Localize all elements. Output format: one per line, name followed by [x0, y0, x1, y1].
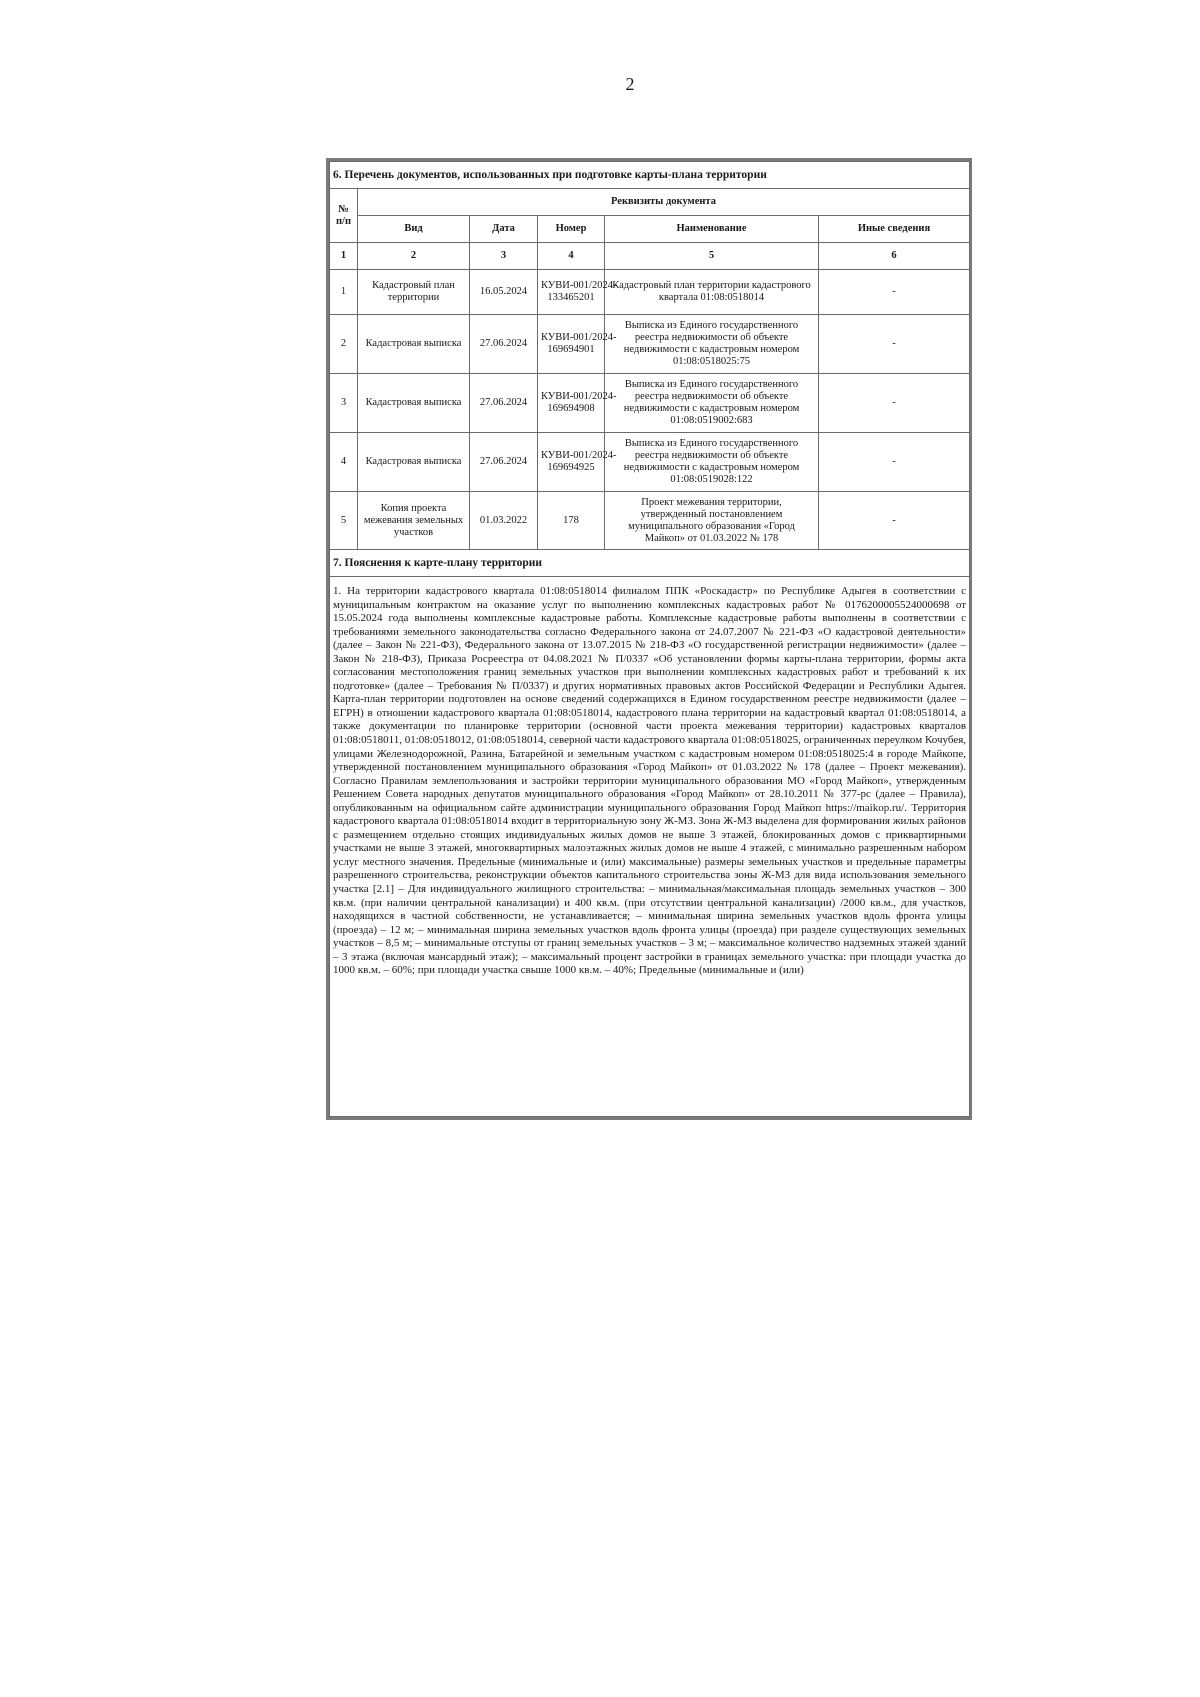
doc-number: КУВИ-001/2024-169694925 [538, 433, 605, 492]
col-header-name: Наименование [605, 216, 819, 243]
col-header-type: Вид [358, 216, 470, 243]
doc-type: Кадастровая выписка [358, 433, 470, 492]
column-index: 6 [819, 243, 970, 270]
doc-date: 27.06.2024 [470, 433, 538, 492]
row-number: 4 [330, 433, 358, 492]
doc-name: Выписка из Единого государственного реестра недвижимости об объекте недвижимости с кадастровым номером 01:08:0519028:122 [605, 433, 819, 492]
doc-other: - [819, 270, 970, 315]
doc-other: - [819, 492, 970, 550]
doc-date: 27.06.2024 [470, 315, 538, 374]
doc-name: Выписка из Единого государственного реестра недвижимости об объекте недвижимости с кадастровым номером 01:08:0519002:683 [605, 374, 819, 433]
table-row [330, 270, 970, 315]
table-row [330, 492, 970, 550]
col-header-other: Иные сведения [819, 216, 970, 243]
section-6-title: 6. Перечень документов, использованных при подготовке карты-плана территории [330, 162, 970, 189]
doc-number: КУВИ-001/2024-133465201 [538, 270, 605, 315]
table-row [330, 433, 970, 492]
row-number: 5 [330, 492, 358, 550]
doc-type: Кадастровая выписка [358, 315, 470, 374]
table-row [330, 374, 970, 433]
column-index-row [330, 243, 970, 270]
doc-name: Кадастровый план территории кадастрового квартала 01:08:0518014 [605, 270, 819, 315]
column-index: 4 [538, 243, 605, 270]
doc-number: КУВИ-001/2024-169694901 [538, 315, 605, 374]
col-header-num: № п/п [330, 189, 358, 243]
doc-date: 16.05.2024 [470, 270, 538, 315]
row-number: 1 [330, 270, 358, 315]
doc-other: - [819, 315, 970, 374]
row-number: 3 [330, 374, 358, 433]
row-number: 2 [330, 315, 358, 374]
doc-number: КУВИ-001/2024-169694908 [538, 374, 605, 433]
section-7-title: 7. Пояснения к карте-плану территории [330, 550, 970, 577]
col-header-group: Реквизиты документа [358, 189, 970, 216]
doc-other: - [819, 374, 970, 433]
doc-name: Выписка из Единого государственного реестра недвижимости об объекте недвижимости с кадастровым номером 01:08:0518025:75 [605, 315, 819, 374]
column-index: 3 [470, 243, 538, 270]
doc-other: - [819, 433, 970, 492]
col-header-date: Дата [470, 216, 538, 243]
doc-date: 01.03.2022 [470, 492, 538, 550]
column-index: 5 [605, 243, 819, 270]
column-index: 2 [358, 243, 470, 270]
col-header-number: Номер [538, 216, 605, 243]
column-index: 1 [330, 243, 358, 270]
section-7-text: 1. На территории кадастрового квартала 01:08:0518014 филиалом ППК «Роскадастр» по Республике Адыгея в соответствии с муниципальным контрактом на оказание услуг по выполнению комплексных кадастровых работ № 0176200005524000698 от 15.05.2024 года выполнены комплексные кадастровые работы. Комплексные кадастровые работы выполнены в соответствии с требованиями земельного законодательства согласно Федерального закона от 24.07.2007 № 221-ФЗ «О кадастровой деятельности» (далее – Закон № 221-ФЗ), Федерального закона от 13.07.2015 № 218-ФЗ «О государственной регистрации недвижимости» (далее – Закон № 218-ФЗ), Приказа Росреестра от 04.08.2021 № П/0337 «Об установлении формы карты-плана территории, формы акта согласования местоположения границ земельных участков при выполнении комплексных кадастровых работ и требований к их подготовке» (далее – Требования № П/0337) и других нормативных правовых актов Российской Федерации и Республики Адыгея. Карта-план территории подготовлен на основе сведений содержащихся в Едином государственном реестре недвижимости (далее – ЕГРН) в отношении кадастрового квартала 01:08:0518014, кадастрового плана территории на кадастровый квартал 01:08:0518014, а также документации по планировке территории (основной части проекта межевания территории) кадастровых кварталов 01:08:0518011, 01:08:0518012, 01:08:0518014, северной части кадастрового квартала 01:08:0518025, ограниченных переулком Кочубея, улицами Железнодорожной, Разина, Батарейной и земельным участком с кадастровым номером 01:08:0518025:4 в городе Майкопе, утвержденной постановлением муниципального образования «Город Майкоп» от 01.03.2022 № 178 (далее – Проект межевания). Согласно Правилам землепользования и застройки территории муниципального образования МО «Город Майкоп», утвержденным Решением Совета народных депутатов муниципального образования «Город Майкоп» от 28.10.2011 № 377-рс (далее – Правила), опубликованным на официальном сайте администрации муниципального образования Город Майкоп https://maikop.ru/. Территория кадастрового квартала 01:08:0518014 входит в территориальную зону Ж-МЗ. Зона Ж-МЗ выделена для формирования жилых районов с размещением отдельно стоящих индивидуальных жилых домов не выше 3 этажей, блокированных домов с приквартирными участками не выше 3 этажей, многоквартирных малоэтажных жилых домов не выше 4 этажей, с минимально разрешенным набором услуг местного значения. Предельные (минимальные и (или) максимальные) размеры земельных участков и предельные параметры разрешенного строительства, реконструкции объектов капитального строительства зоны Ж-МЗ для вида использования земельного участка [2.1] – Для индивидуального жилищного строительства: – минимальная/максимальная площадь земельных участков – 300 кв.м. (при наличии центральной канализации) и 400 кв.м. (при отсутствии центральной канализации) /2000 кв.м., для участков, находящихся в частной собственности, не устанавливается; – минимальная ширина земельных участков вдоль фронта улицы (проезда) – 12 м; – минимальная ширина земельных участков вдоль фронта улицы (проезда) при разделе существующих земельных участков – 8,5 м; – минимальные отступы от границ земельных участков – 3 м; – максимальное количество надземных этажей зданий – 3 этажа (включая мансардный этаж); – максимальный процент застройки в границах земельного участка: при площади участка до 1000 кв.м. – 60%; при площади участка свыше 1000 кв.м. – 40%; Предельные (минимальные и (или) [330, 577, 970, 1117]
doc-type: Кадастровый план территории [358, 270, 470, 315]
doc-type: Кадастровая выписка [358, 374, 470, 433]
doc-name: Проект межевания территории, утвержденный постановлением муниципального образования «Город Майкоп» от 01.03.2022 № 178 [605, 492, 819, 550]
doc-type: Копия проекта межевания земельных участков [358, 492, 470, 550]
documents-table [329, 161, 970, 1117]
document-frame [326, 158, 972, 1120]
page-number: 2 [625, 74, 635, 94]
table-row [330, 315, 970, 374]
doc-date: 27.06.2024 [470, 374, 538, 433]
doc-number: 178 [538, 492, 605, 550]
